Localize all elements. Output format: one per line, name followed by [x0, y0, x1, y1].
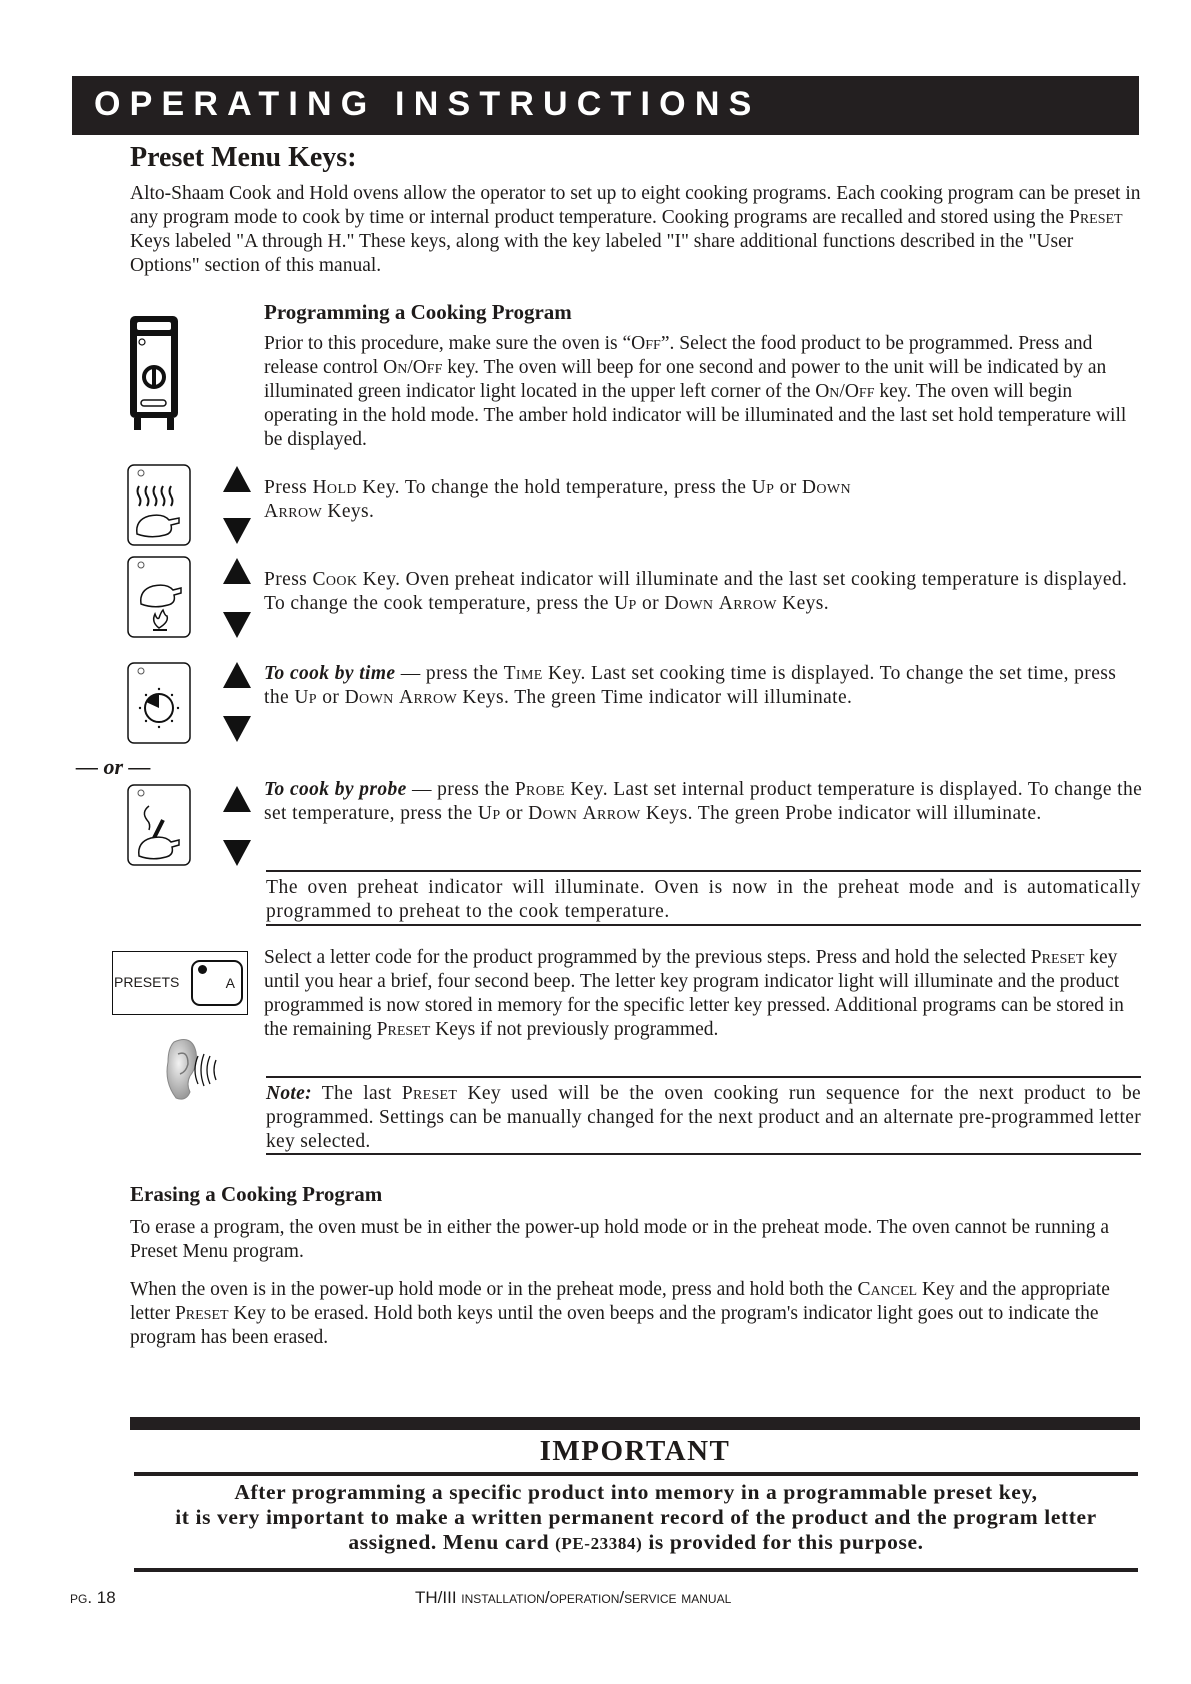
important-text: After programming a specific product into memory in a programmable preset key, it is very important to make a written permanent record of the product and the program letter assigned. Menu card (PE-23384) is provided for this purpose. — [175, 1480, 1097, 1554]
divider — [134, 1568, 1138, 1572]
header-banner — [72, 76, 1139, 135]
important-title: IMPORTANT — [539, 1435, 731, 1467]
step-cook: Press Cook Key. Oven preheat indicator will illuminate and the last set cooking temperature is displayed. To change the cook temperature, press the Up or Down Arrow Keys. — [264, 569, 1128, 614]
presets-key-panel — [112, 951, 248, 1015]
erasing-heading: Erasing a Cooking Program — [130, 1182, 383, 1206]
cook-key-icon[interactable] — [127, 556, 193, 640]
up-arrow-icon[interactable] — [223, 558, 251, 584]
divider — [266, 1076, 1141, 1078]
preset-letter: A — [225, 975, 235, 991]
erasing-paragraph-1: To erase a program, the oven must be in either the power-up hold mode or in the preheat mode. The oven cannot be running a Preset Menu program. — [130, 1217, 1110, 1262]
hold-key-icon[interactable] — [127, 464, 193, 548]
manual-title: TH/III installation/operation/service manual — [415, 1588, 732, 1607]
step-time: To cook by time — press the Time Key. Last set cooking time is displayed. To change the set time, press the Up or Down Arrow Keys. The green Time indicator will illuminate. — [264, 663, 1117, 708]
ear-beep-icon — [160, 1034, 230, 1104]
page-number: pg. 18 — [70, 1588, 116, 1607]
erasing-paragraph-2: When the oven is in the power-up hold mode or in the preheat mode, press and hold both the Cancel Key and the appropriate letter Preset Key to be erased. Hold both keys until the oven beeps and the program's indicator light goes out to indicate the program has been erased. — [130, 1279, 1110, 1348]
select-paragraph: Select a letter code for the product programmed by the previous steps. Press and hold the selected Preset key until you hear a brief, four second beep. The letter key program indicator light will illuminate and the product programmed is now stored in memory for the specific letter key pressed. Additional programs can be stored in the remaining Preset Keys if not previously programmed. — [264, 947, 1124, 1040]
down-arrow-icon[interactable] — [223, 840, 251, 866]
up-arrow-icon[interactable] — [223, 662, 251, 688]
oven-power-icon — [126, 314, 186, 434]
preheat-note: The oven preheat indicator will illuminate. Oven is now in the preheat mode and is automatically programmed to preheat to the cook temperature. — [266, 877, 1141, 922]
intro-paragraph: Alto-Shaam Cook and Hold ovens allow the operator to set up to eight cooking programs. Each cooking program can be preset in any program mode to cook by time or internal product temperature. Cooking programs are recalled and stored using the Preset Keys labeled "A through H." These keys, along with the key labeled "I" share additional functions described in the "User Options" section of this manual. — [130, 183, 1141, 276]
important-bar — [130, 1417, 1140, 1430]
up-arrow-icon[interactable] — [223, 466, 251, 492]
down-arrow-icon[interactable] — [223, 716, 251, 742]
page-title: OPERATING INSTRUCTIONS — [94, 85, 761, 123]
up-arrow-icon[interactable] — [223, 786, 251, 812]
or-separator: — or — — [76, 754, 151, 779]
step-hold: Press Hold Key. To change the hold temperature, press the Up or Down Arrow Keys. — [264, 477, 852, 522]
down-arrow-icon[interactable] — [223, 518, 251, 544]
indicator-light-icon — [198, 965, 207, 974]
section-title: Preset Menu Keys: — [130, 142, 357, 173]
programming-paragraph: Prior to this procedure, make sure the oven is “Off”. Select the food product to be programmed. Press and release control On/Off key. The oven will beep for one second and power to the unit will be indicated by an illuminated green indicator light located in the upper left corner of the On/Off key. The oven will begin operating in the hold mode. The amber hold indicator will be illuminated and the last set hold temperature will be displayed. — [264, 333, 1127, 450]
time-key-icon[interactable] — [127, 662, 193, 746]
divider — [266, 870, 1141, 872]
divider — [134, 1472, 1138, 1476]
preset-a-key[interactable] — [191, 960, 243, 1006]
down-arrow-icon[interactable] — [223, 612, 251, 638]
programming-heading: Programming a Cooking Program — [264, 300, 572, 324]
note-paragraph: Note: The last Preset Key used will be the oven cooking run sequence for the next product to be programmed. Settings can be manually changed for the next product and an alternate pre-programmed letter key selected. — [266, 1083, 1141, 1152]
presets-label: PRESETS — [114, 974, 180, 990]
divider — [266, 1153, 1141, 1155]
probe-key-icon[interactable] — [127, 784, 193, 868]
divider — [266, 924, 1141, 926]
step-probe: To cook by probe — press the Probe Key. Last set internal product temperature is displayed. To change the set temperature, press the Up or Down Arrow Keys. The green Probe indicator will illuminate. — [264, 779, 1143, 824]
